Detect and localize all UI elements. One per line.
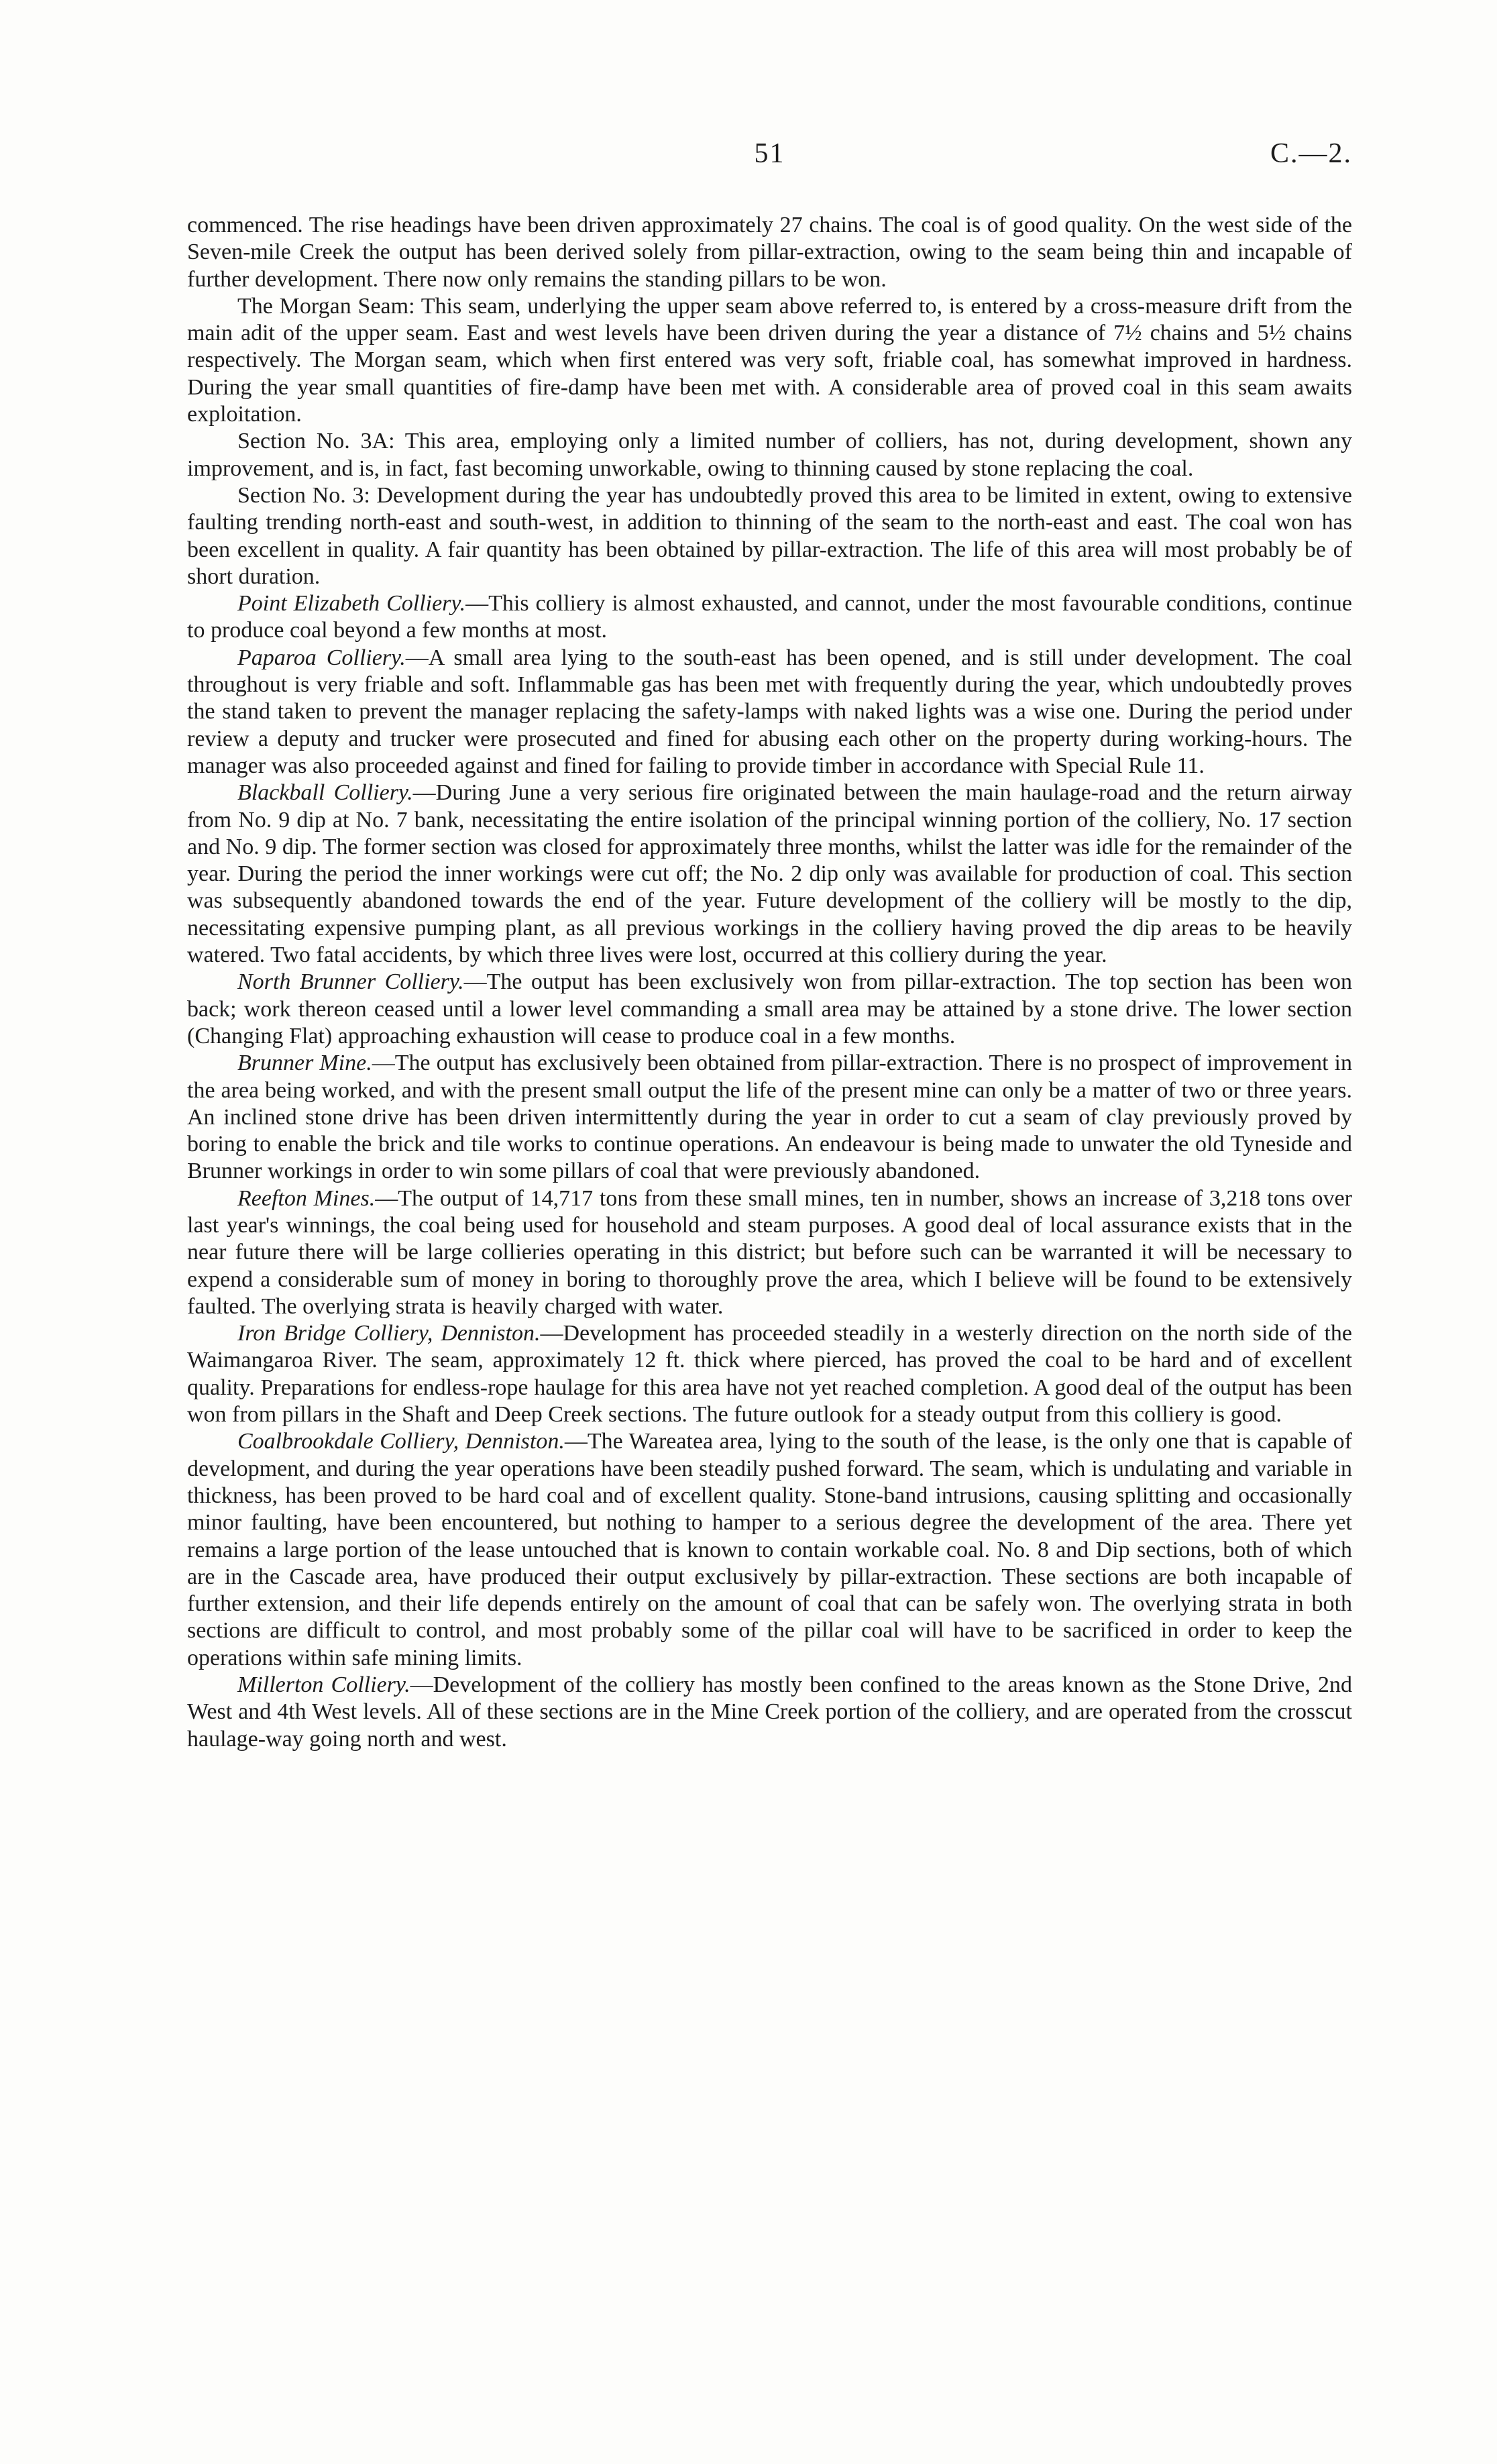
colliery-title: Iron Bridge Colliery, Denniston. bbox=[237, 1321, 541, 1346]
paragraph-continued bbox=[187, 212, 1352, 293]
paragraph-text: —Development has proceeded steadily in a westerly direction on the north side of the Waimangaroa River. The seam, approximately 12 ft. thick where pierced, has proved the coal to be hard and of excellent quality. Preparations for endless-rope haulage for this area have not yet reached completion. A good deal of the output has been won from pillars in the Shaft and Deep Creek sections. The future outlook for a steady output from this colliery is good. bbox=[187, 1321, 1352, 1428]
colliery-title: Blackball Colliery. bbox=[237, 780, 413, 806]
colliery-title: Reefton Mines. bbox=[237, 1185, 376, 1211]
paragraph-text: —This colliery is almost exhausted, and cannot, under the most favourable conditions, continue to produce coal beyond a few months at most. bbox=[187, 591, 1352, 643]
paragraph-text: commenced. The rise headings have been driven approximately 27 chains. The coal is of good quality. On the west side of the Seven-mile Creek the output has been derived solely from pillar-extraction, owing to the seam being thin and incapable of further development. There now only remains the standing pillars to be won. bbox=[187, 213, 1352, 292]
paragraph-paparoa bbox=[187, 645, 1352, 780]
paragraph-text: —During June a very serious fire originated between the main haulage-road and the return airway from No. 9 dip at No. 7 bank, necessitating the entire isolation of the principal winning portion of the colliery, No. 17 section and No. 9 dip. The former section was closed for approximately three months, whilst the latter was idle for the remainder of the year. During the period the inner workings were cut off; the No. 2 dip only was available for production of coal. This section was subsequently abandoned towards the end of the year. Future development of the colliery will be mostly to the dip, necessitating expensive pumping plant, as all previous workings in the colliery having proved the dip areas to be heavily watered. Two fatal accidents, by which three lives were lost, occurred at this colliery during the year. bbox=[187, 780, 1352, 968]
paragraph-text: —The output of 14,717 tons from these small mines, ten in number, shows an increase of 3,218 tons over last year's winnings, the coal being used for household and steam purposes. A good deal of local assurance exists that in the near future there will be large collieries operating in this district; but before such can be warranted it will be necessary to expend a considerable sum of money in boring to thoroughly prove the area, which I believe will be found to be extensively faulted. The overlying strata is heavily charged with water. bbox=[187, 1185, 1352, 1319]
paragraph-text: —The output has been exclusively won from pillar-extraction. The top section has been won back; work thereon ceased until a lower level commanding a small area may be attained by a stone drive. The lower section (Changing Flat) approaching exhaustion will cease to produce coal in a few months. bbox=[187, 969, 1353, 1049]
colliery-title: Paparoa Colliery. bbox=[237, 645, 406, 670]
paragraph-text: —The output has exclusively been obtained from pillar-extraction. There is no prospect of improvement in the area being worked, and with the present small output the life of the present mine can only be a matter of two or three years. An inclined stone drive has been driven intermittently during the year in order to cut a seam of clay previously proved by boring to enable the brick and tile works to continue operations. An endeavour is being made to unwater the old Tyneside and Brunner workings in order to win some pillars of coal that were previously abandoned. bbox=[187, 1051, 1352, 1184]
paragraph-brunner bbox=[187, 1050, 1352, 1185]
paragraph-point-elizabeth bbox=[187, 590, 1352, 645]
colliery-title: Brunner Mine. bbox=[237, 1051, 372, 1076]
paragraph-section-3a bbox=[187, 428, 1352, 482]
paragraph-north-brunner bbox=[187, 969, 1352, 1050]
colliery-title: Point Elizabeth Colliery. bbox=[237, 591, 466, 617]
colliery-title: North Brunner Colliery. bbox=[237, 969, 464, 995]
paragraph-reefton bbox=[187, 1185, 1352, 1320]
paragraph-text: Section No. 3: Development during the year has undoubtedly proved this area to be limited in extent, owing to extensive faulting trending north-east and south-west, in addition to thinning of the seam to the north-east and east. The coal won has been excellent in quality. A fair quantity has been obtained by pillar-extraction. The life of this area will most probably be of short duration. bbox=[187, 482, 1352, 589]
paragraph-text: —A small area lying to the south-east has been opened, and is still under development. The coal throughout is very friable and soft. Inflammable gas has been met with frequently during the year, which undoubtedly proves the stand taken to prevent the manager replacing the safety-lamps with naked lights was a wise one. During the period under review a deputy and trucker were prosecuted and fined for abusing each other on the property during working-hours. The manager was also proceeded against and fined for failing to provide timber in accordance with Special Rule 11. bbox=[187, 645, 1352, 778]
page-number: 51 bbox=[754, 138, 785, 169]
document-reference: C.—2. bbox=[1270, 138, 1352, 169]
body-text bbox=[187, 212, 1352, 1753]
page-header bbox=[187, 138, 1352, 184]
paragraph-blackball bbox=[187, 780, 1352, 969]
colliery-title: Coalbrookdale Colliery, Denniston. bbox=[237, 1429, 565, 1454]
paragraph-millerton bbox=[187, 1672, 1352, 1753]
paragraph-iron-bridge bbox=[187, 1320, 1352, 1428]
colliery-title: Millerton Colliery. bbox=[237, 1672, 410, 1698]
paragraph-text: —Development of the colliery has mostly been confined to the areas known as the Stone Drive, 2nd West and 4th West levels. All of these sections are in the Mine Creek portion of the colliery, and are operated from the crosscut haulage-way going north and west. bbox=[187, 1672, 1352, 1752]
paragraph-text: The Morgan Seam: This seam, underlying the upper seam above referred to, is entered by a cross-measure drift from the main adit of the upper seam. East and west levels have been driven during the year a distance of 7½ chains and 5½ chains respectively. The Morgan seam, which when first entered was very soft, friable coal, has somewhat improved in hardness. During the year small quantities of fire-damp have been met with. A considerable area of proved coal in this seam awaits exploitation. bbox=[187, 293, 1352, 427]
paragraph-text: Section No. 3A: This area, employing only a limited number of colliers, has not, during development, shown any improvement, and is, in fact, fast becoming unworkable, owing to thinning caused by stone replacing the coal. bbox=[187, 429, 1352, 481]
paragraph-morgan-seam bbox=[187, 293, 1352, 428]
paragraph-coalbrookdale bbox=[187, 1428, 1352, 1672]
paragraph-text: —The Wareatea area, lying to the south of the lease, is the only one that is capable of development, and during the year operations have been steadily pushed forward. The seam, which is undulating and variable in thickness, has been proved to be hard coal and of excellent quality. Stone-band intrusions, causing splitting and occasionally minor faulting, have been encountered, but nothing to hamper to a serious degree the development of the area. There yet remains a large portion of the lease untouched that is known to contain workable coal. No. 8 and Dip sections, both of which are in the Cascade area, have produced their output exclusively by pillar-extraction. These sections are both incapable of further extension, and their life depends entirely on the amount of coal that can be safely won. The overlying strata in both sections are difficult to control, and most probably some of the pillar coal will have to be sacrificed in order to keep the operations within safe mining limits. bbox=[187, 1429, 1353, 1670]
paragraph-section-3 bbox=[187, 482, 1352, 590]
